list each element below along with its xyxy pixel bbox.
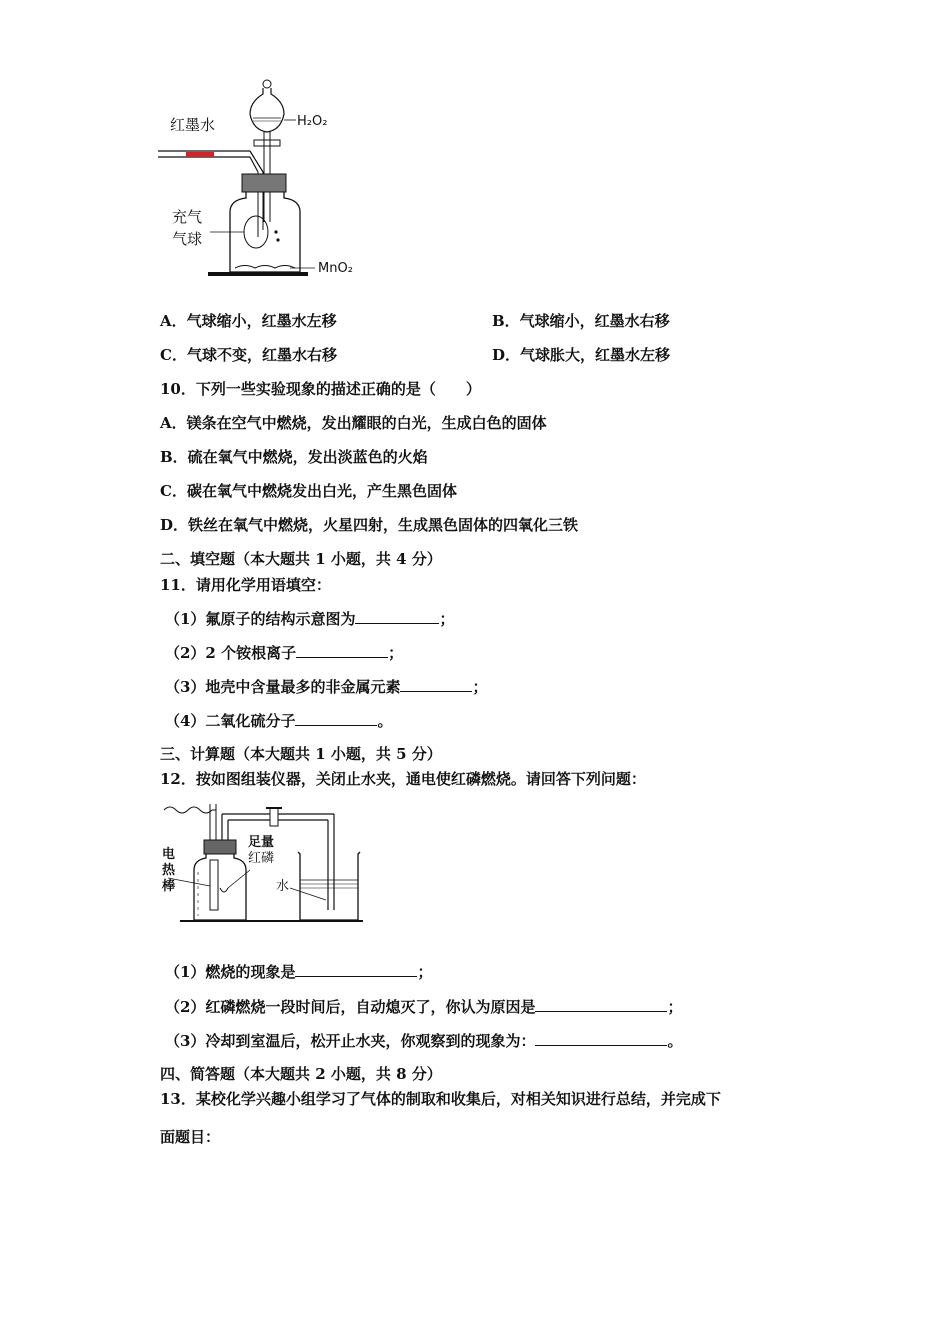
q12-item-1-end: ； [417, 963, 433, 981]
q11-item-2 [165, 643, 403, 662]
label-rod-1: 电 [162, 847, 176, 862]
answer-blank[interactable] [400, 677, 472, 692]
q10-option-b: B．硫在氧气中燃烧，发出淡蓝色的火焰 [160, 448, 428, 466]
answer-blank[interactable] [355, 609, 439, 624]
label-rod-2: 热 [162, 863, 176, 878]
q11-item-1 [165, 609, 454, 628]
section-2-heading: 二、填空题（本大题共 1 小题，共 4 分） [160, 550, 442, 568]
q11-item-3 [165, 677, 487, 696]
q10-option-d: D．铁丝在氧气中燃烧，火星四射，生成黑色固体的四氧化三铁 [160, 516, 579, 534]
q10-stem: 10．下列一些实验现象的描述正确的是（ ） [160, 380, 481, 398]
figure-h2o2-apparatus [150, 72, 380, 282]
q11-item-3-text: （3）地壳中含量最多的非金属元素 [165, 678, 401, 696]
q12-item-3-text: （3）冷却到室温后，松开止水夹，你观察到的现象为： [165, 1032, 536, 1050]
q12-stem: 12．按如图组装仪器，关闭止水夹，通电使红磷燃烧。请回答下列问题： [160, 770, 646, 788]
answer-blank[interactable] [296, 643, 388, 658]
q12-item-2-text: （2）红磷燃烧一段时间后，自动熄灭了，你认为原因是 [165, 998, 536, 1016]
q11-item-1-end: ； [439, 610, 455, 628]
q12-item-2-end: ； [667, 998, 683, 1016]
q13-line-2: 面题目： [160, 1128, 221, 1146]
q13-line-1: 13．某校化学兴趣小组学习了气体的制取和收集后，对相关知识进行总结，并完成下 [160, 1090, 721, 1108]
label-h2o2: H₂O₂ [297, 114, 328, 129]
answer-blank[interactable] [535, 1031, 667, 1046]
label-phosphorus-2: 红磷 [248, 851, 275, 866]
q11-item-3-end: ； [472, 678, 488, 696]
label-rod-3: 棒 [162, 879, 176, 894]
q12-item-1-text: （1）燃烧的现象是 [165, 963, 296, 981]
q12-item-1 [165, 962, 432, 981]
q11-item-2-text: （2）2 个铵根离子 [165, 644, 297, 662]
q9-option-a: A．气球缩小，红墨水左移 [160, 312, 337, 330]
q10-option-c: C．碳在氧气中燃烧发出白光，产生黑色固体 [160, 482, 457, 500]
answer-blank[interactable] [295, 962, 417, 977]
q12-item-3-end: 。 [667, 1032, 683, 1050]
q11-stem: 11．请用化学用语填空： [160, 576, 331, 594]
label-water: 水 [276, 879, 290, 894]
answer-blank[interactable] [295, 711, 377, 726]
section-4-heading: 四、简答题（本大题共 2 小题，共 8 分） [160, 1065, 442, 1083]
label-balloon-2: 气球 [172, 230, 203, 248]
q11-item-4-end: 。 [377, 712, 393, 730]
q9-option-b: B．气球缩小，红墨水右移 [492, 312, 670, 330]
q11-item-2-end: ； [388, 644, 404, 662]
label-red-ink: 红墨水 [170, 116, 216, 134]
red-ink-plug [186, 152, 214, 157]
q9-option-c: C．气球不变，红墨水右移 [160, 346, 337, 364]
q12-item-2 [165, 997, 682, 1016]
label-balloon-1: 充气 [172, 208, 203, 226]
figure-phosphorus-apparatus [158, 800, 373, 928]
label-mno2: MnO₂ [318, 261, 353, 276]
q11-item-1-text: （1）氟原子的结构示意图为 [165, 610, 356, 628]
label-phosphorus-1: 足量 [248, 835, 275, 850]
q11-item-4 [165, 711, 392, 730]
section-3-heading: 三、计算题（本大题共 1 小题，共 5 分） [160, 745, 442, 763]
q12-item-3 [165, 1031, 682, 1050]
q10-option-a: A．镁条在空气中燃烧，发出耀眼的白光，生成白色的固体 [160, 414, 547, 432]
answer-blank[interactable] [535, 997, 667, 1012]
q11-item-4-text: （4）二氧化硫分子 [165, 712, 296, 730]
q9-option-d: D．气球胀大，红墨水左移 [492, 346, 671, 364]
